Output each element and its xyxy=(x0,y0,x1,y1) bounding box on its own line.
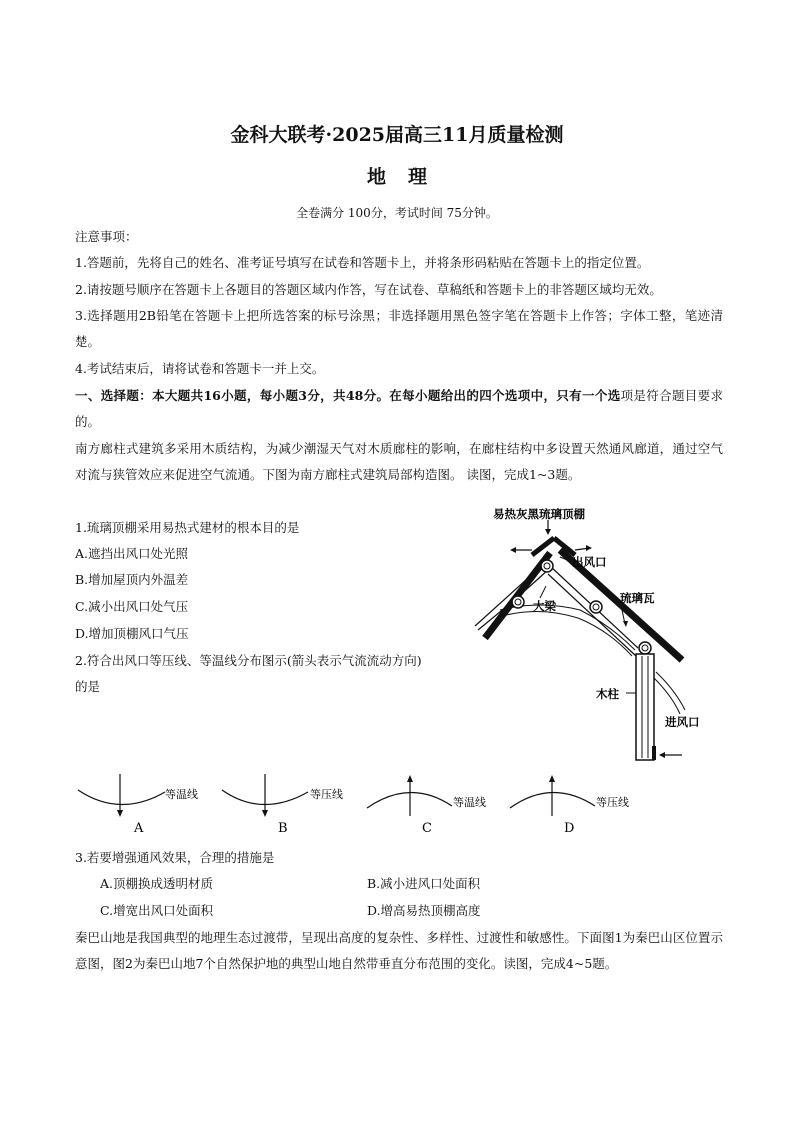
notice-item-1: 1.答题前，先将自己的姓名、准考证号填写在试卷和答题卡上，并将条形码粘贴在答题卡上的指定位置。 xyxy=(75,255,650,270)
label-beam: 大梁 xyxy=(533,599,556,613)
q2-choice-diagrams xyxy=(70,770,650,840)
subject-title: 地理 xyxy=(366,166,449,188)
choice-d-diagram xyxy=(510,775,629,836)
beam-right xyxy=(590,601,602,613)
passage-1: 南方廊柱式建筑多采用木质结构，为减少潮湿天气对木质廊柱的影响，在廊柱结构中多设置天然通风廊道，通过空气对流与狭管效应来促进空气流通。下图为南方廊柱式建筑局部构造图。 读图，完成1~3题。 xyxy=(75,441,723,482)
notice-heading: 注意事项： xyxy=(75,229,138,244)
notice-item-2: 2.请按题号顺序在答题卡上各题目的答题区域内作答，写在试卷、草稿纸和答题卡上的非答题区域均无效。 xyxy=(75,282,662,297)
label-pillar: 木柱 xyxy=(596,687,619,701)
q2-stem-line1: 2.符合出风口等压线、等温线分布图示(箭头表示气流流动方向) xyxy=(75,653,422,668)
q1-option-b: B.增加屋顶内外温差 xyxy=(75,572,189,587)
q1-option-a: A.遮挡出风口处光照 xyxy=(75,546,189,561)
exam-meta: 全卷满分 100分，考试时间 75分钟。 xyxy=(296,206,498,220)
beam-pillar xyxy=(639,642,651,654)
notice-item-3: 3.选择题用2B铅笔在答题卡上把所选答案的标号涂黑；非选择题用黑色签字笔在答题卡上作答；字体工整，笔迹清楚。 xyxy=(75,308,723,349)
building-structure-diagram xyxy=(460,500,710,768)
choice-d-letter: D xyxy=(564,821,575,836)
q3-option-d: D.增高易热顶棚高度 xyxy=(367,903,481,918)
choice-c-label: 等温线 xyxy=(453,796,486,809)
q1-stem: 1.琉璃顶棚采用易热式建材的根本目的是 xyxy=(75,520,300,535)
choice-b-letter: B xyxy=(278,821,288,836)
q1-option-c: C.减小出风口处气压 xyxy=(75,599,189,614)
q1-option-d: D.增加顶棚风口气压 xyxy=(75,626,189,641)
section-heading-bold: 一、选择题：本大题共16小题，每小题3分，共48分。在每小题给出的四个选项中，只有一个选 xyxy=(75,388,621,403)
exam-title: 金科大联考·2025届高三11月质量检测 xyxy=(230,124,564,146)
label-outlet: 出风口 xyxy=(572,555,607,569)
choice-b-label: 等压线 xyxy=(310,788,343,801)
choice-d-label: 等压线 xyxy=(596,796,629,809)
choice-c-diagram xyxy=(367,775,486,836)
section-heading xyxy=(75,383,723,435)
label-tile: 琉璃瓦 xyxy=(620,591,655,605)
choice-c-letter: C xyxy=(422,821,432,836)
choice-a-diagram xyxy=(78,774,198,836)
beam-left xyxy=(512,596,524,608)
label-inlet: 进风口 xyxy=(665,715,700,729)
q3-option-a: A.顶棚换成透明材质 xyxy=(100,876,214,891)
q2-stem-line2: 的是 xyxy=(75,679,101,694)
notice-item-4: 4.考试结束后，请将试卷和答题卡一并上交。 xyxy=(75,361,325,376)
q3-stem: 3.若要增强通风效果，合理的措施是 xyxy=(75,850,275,865)
choice-b-diagram xyxy=(222,774,343,836)
q3-option-b: B.减小进风口处面积 xyxy=(367,876,481,891)
q3-option-c: C.增宽出风口处面积 xyxy=(100,903,214,918)
glaze-cap-left xyxy=(532,538,554,555)
passage-2: 秦巴山地是我国典型的地理生态过渡带，呈现出高度的复杂性、多样性、过渡性和敏感性。下面图1为秦巴山区位置示意图，图2为秦巴山地7个自然保护地的典型山地自然带垂直分布范围的变化。读图，完成4~5题。 xyxy=(75,930,723,971)
section-heading-rest: 项是符合题目要求的。 xyxy=(75,388,723,429)
wood-pillar xyxy=(636,654,654,760)
choice-a-label: 等温线 xyxy=(165,788,198,801)
beam-top xyxy=(541,560,553,572)
label-glaze-roof: 易热灰黑琉璃顶棚 xyxy=(493,507,585,521)
choice-a-letter: A xyxy=(134,821,144,836)
